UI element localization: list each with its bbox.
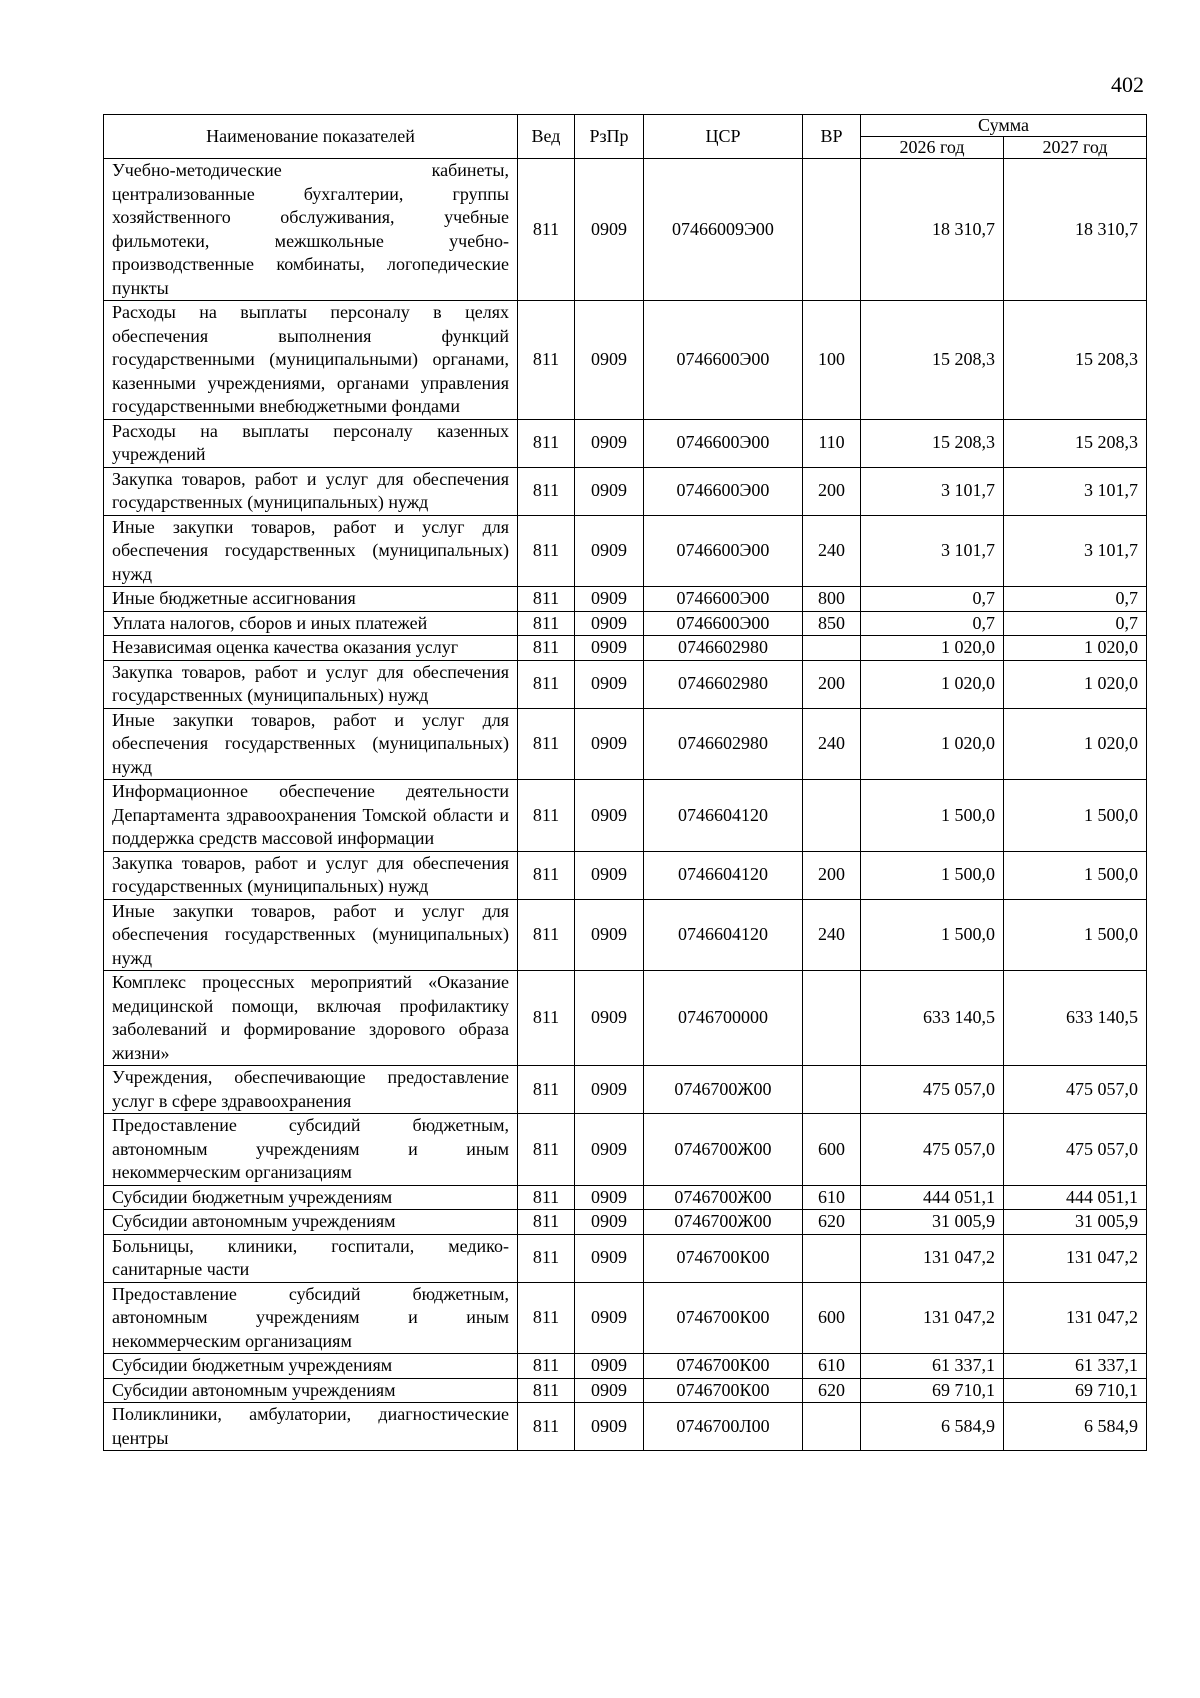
row-sum-2027: 475 057,0	[1004, 1114, 1147, 1186]
table-row	[104, 660, 1147, 708]
row-sum-2026: 61 337,1	[861, 1354, 1004, 1379]
row-sum-2026: 31 005,9	[861, 1210, 1004, 1235]
row-sum-2026: 0,7	[861, 587, 1004, 612]
row-sum-2026: 1 500,0	[861, 899, 1004, 971]
row-name: Субсидии автономным учреждениям	[104, 1378, 518, 1403]
row-ved: 811	[518, 1114, 575, 1186]
row-vr: 240	[803, 708, 861, 780]
header-name: Наименование показателей	[104, 115, 518, 159]
row-rzpr: 0909	[575, 1114, 644, 1186]
row-rzpr: 0909	[575, 515, 644, 587]
row-vr	[803, 1066, 861, 1114]
row-vr	[803, 636, 861, 661]
row-name: Иные закупки товаров, работ и услуг для обеспечения государственных (муниципальных) нужд	[104, 708, 518, 780]
row-ved: 811	[518, 971, 575, 1066]
row-sum-2026: 475 057,0	[861, 1066, 1004, 1114]
row-csr: 0746600Э00	[644, 419, 803, 467]
row-ved: 811	[518, 467, 575, 515]
table-row	[104, 971, 1147, 1066]
table-row	[104, 1114, 1147, 1186]
row-name: Поликлиники, амбулатории, диагностические центры	[104, 1403, 518, 1451]
row-csr: 0746600Э00	[644, 611, 803, 636]
row-ved: 811	[518, 159, 575, 301]
row-csr: 0746600Э00	[644, 301, 803, 420]
row-sum-2027: 69 710,1	[1004, 1378, 1147, 1403]
row-sum-2026: 15 208,3	[861, 419, 1004, 467]
row-csr: 0746604120	[644, 851, 803, 899]
row-vr: 850	[803, 611, 861, 636]
row-name: Учебно-методические кабинеты, централизованные бухгалтерии, группы хозяйственного обслуживания, учебные фильмотеки, межшкольные учебно-производственные комбинаты, логопедические пункты	[104, 159, 518, 301]
row-sum-2026: 131 047,2	[861, 1282, 1004, 1354]
row-name: Предоставление субсидий бюджетным, автономным учреждениям и иным некоммерческим организациям	[104, 1282, 518, 1354]
header-rzpr: РзПр	[575, 115, 644, 159]
table-row	[104, 419, 1147, 467]
row-sum-2026: 1 020,0	[861, 708, 1004, 780]
row-vr: 200	[803, 851, 861, 899]
table-row	[104, 467, 1147, 515]
budget-table	[103, 114, 1147, 1451]
row-sum-2027: 31 005,9	[1004, 1210, 1147, 1235]
row-csr: 0746604120	[644, 899, 803, 971]
row-name: Иные бюджетные ассигнования	[104, 587, 518, 612]
row-ved: 811	[518, 1354, 575, 1379]
row-rzpr: 0909	[575, 708, 644, 780]
row-csr: 0746700К00	[644, 1234, 803, 1282]
row-sum-2027: 1 500,0	[1004, 780, 1147, 852]
table-row	[104, 899, 1147, 971]
row-vr: 200	[803, 467, 861, 515]
row-ved: 811	[518, 419, 575, 467]
header-ved: Вед	[518, 115, 575, 159]
row-vr: 600	[803, 1114, 861, 1186]
row-vr: 620	[803, 1210, 861, 1235]
row-ved: 811	[518, 1234, 575, 1282]
row-name: Расходы на выплаты персоналу в целях обеспечения выполнения функций государственными (муниципальными) органами, казенными учреждениями, органами управления государственными внебюджетными фондами	[104, 301, 518, 420]
table-row	[104, 1210, 1147, 1235]
row-rzpr: 0909	[575, 611, 644, 636]
row-ved: 811	[518, 587, 575, 612]
row-name: Информационное обеспечение деятельности Департамента здравоохранения Томской области и поддержка средств массовой информации	[104, 780, 518, 852]
row-name: Комплекс процессных мероприятий «Оказание медицинской помощи, включая профилактику заболеваний и формирование здорового образа жизни»	[104, 971, 518, 1066]
row-rzpr: 0909	[575, 1403, 644, 1451]
row-sum-2027: 1 020,0	[1004, 708, 1147, 780]
row-sum-2026: 15 208,3	[861, 301, 1004, 420]
table-row	[104, 159, 1147, 301]
row-rzpr: 0909	[575, 1185, 644, 1210]
table-row	[104, 1234, 1147, 1282]
table-row	[104, 708, 1147, 780]
row-csr: 0746602980	[644, 708, 803, 780]
table-row	[104, 780, 1147, 852]
row-vr	[803, 1403, 861, 1451]
row-ved: 811	[518, 1210, 575, 1235]
row-rzpr: 0909	[575, 971, 644, 1066]
row-csr: 0746700Ж00	[644, 1066, 803, 1114]
row-sum-2027: 3 101,7	[1004, 515, 1147, 587]
table-row	[104, 301, 1147, 420]
row-sum-2027: 15 208,3	[1004, 301, 1147, 420]
row-vr: 240	[803, 515, 861, 587]
row-rzpr: 0909	[575, 1234, 644, 1282]
row-name: Субсидии бюджетным учреждениям	[104, 1185, 518, 1210]
row-sum-2026: 475 057,0	[861, 1114, 1004, 1186]
table-row	[104, 1282, 1147, 1354]
row-sum-2026: 3 101,7	[861, 467, 1004, 515]
row-csr: 0746700К00	[644, 1378, 803, 1403]
row-ved: 811	[518, 515, 575, 587]
header-csr: ЦСР	[644, 115, 803, 159]
row-vr: 610	[803, 1185, 861, 1210]
row-ved: 811	[518, 1282, 575, 1354]
row-vr: 240	[803, 899, 861, 971]
row-csr: 0746700Ж00	[644, 1114, 803, 1186]
row-vr	[803, 971, 861, 1066]
row-csr: 0746602980	[644, 636, 803, 661]
row-name: Больницы, клиники, госпитали, медико-санитарные части	[104, 1234, 518, 1282]
row-name: Иные закупки товаров, работ и услуг для обеспечения государственных (муниципальных) нужд	[104, 899, 518, 971]
table-row	[104, 636, 1147, 661]
table-row	[104, 611, 1147, 636]
row-sum-2027: 1 020,0	[1004, 636, 1147, 661]
row-rzpr: 0909	[575, 301, 644, 420]
row-ved: 811	[518, 708, 575, 780]
row-sum-2027: 131 047,2	[1004, 1234, 1147, 1282]
header-sum: Сумма	[861, 115, 1147, 137]
row-vr: 620	[803, 1378, 861, 1403]
row-sum-2027: 0,7	[1004, 611, 1147, 636]
row-name: Учреждения, обеспечивающие предоставление услуг в сфере здравоохранения	[104, 1066, 518, 1114]
row-sum-2026: 131 047,2	[861, 1234, 1004, 1282]
row-name: Закупка товаров, работ и услуг для обеспечения государственных (муниципальных) нужд	[104, 851, 518, 899]
row-vr	[803, 780, 861, 852]
table-row	[104, 1185, 1147, 1210]
row-sum-2027: 1 500,0	[1004, 851, 1147, 899]
row-vr: 610	[803, 1354, 861, 1379]
row-vr: 110	[803, 419, 861, 467]
row-rzpr: 0909	[575, 1282, 644, 1354]
row-rzpr: 0909	[575, 419, 644, 467]
table-row	[104, 1066, 1147, 1114]
row-name: Закупка товаров, работ и услуг для обеспечения государственных (муниципальных) нужд	[104, 660, 518, 708]
row-rzpr: 0909	[575, 587, 644, 612]
row-vr: 200	[803, 660, 861, 708]
row-ved: 811	[518, 1403, 575, 1451]
row-ved: 811	[518, 660, 575, 708]
row-vr: 600	[803, 1282, 861, 1354]
row-name: Расходы на выплаты персоналу казенных учреждений	[104, 419, 518, 467]
row-csr: 0746700К00	[644, 1354, 803, 1379]
row-sum-2026: 6 584,9	[861, 1403, 1004, 1451]
row-csr: 0746602980	[644, 660, 803, 708]
row-rzpr: 0909	[575, 1354, 644, 1379]
row-csr: 0746600Э00	[644, 515, 803, 587]
row-vr	[803, 159, 861, 301]
row-sum-2027: 444 051,1	[1004, 1185, 1147, 1210]
row-sum-2026: 69 710,1	[861, 1378, 1004, 1403]
row-sum-2027: 131 047,2	[1004, 1282, 1147, 1354]
row-csr: 0746600Э00	[644, 587, 803, 612]
row-sum-2027: 15 208,3	[1004, 419, 1147, 467]
row-csr: 0746604120	[644, 780, 803, 852]
row-vr: 800	[803, 587, 861, 612]
row-csr: 0746700000	[644, 971, 803, 1066]
row-name: Уплата налогов, сборов и иных платежей	[104, 611, 518, 636]
row-rzpr: 0909	[575, 660, 644, 708]
row-sum-2026: 1 020,0	[861, 636, 1004, 661]
row-rzpr: 0909	[575, 467, 644, 515]
row-rzpr: 0909	[575, 636, 644, 661]
row-sum-2027: 0,7	[1004, 587, 1147, 612]
row-name: Субсидии бюджетным учреждениям	[104, 1354, 518, 1379]
row-name: Закупка товаров, работ и услуг для обеспечения государственных (муниципальных) нужд	[104, 467, 518, 515]
table-row	[104, 1403, 1147, 1451]
row-name: Предоставление субсидий бюджетным, автономным учреждениям и иным некоммерческим организациям	[104, 1114, 518, 1186]
header-year-2026: 2026 год	[861, 137, 1004, 159]
row-rzpr: 0909	[575, 1210, 644, 1235]
row-rzpr: 0909	[575, 159, 644, 301]
row-ved: 811	[518, 1185, 575, 1210]
row-sum-2026: 444 051,1	[861, 1185, 1004, 1210]
row-csr: 0746600Э00	[644, 467, 803, 515]
table-row	[104, 587, 1147, 612]
table-row	[104, 1378, 1147, 1403]
row-csr: 0746700Л00	[644, 1403, 803, 1451]
row-ved: 811	[518, 1378, 575, 1403]
row-csr: 0746700Ж00	[644, 1185, 803, 1210]
row-sum-2027: 3 101,7	[1004, 467, 1147, 515]
row-rzpr: 0909	[575, 780, 644, 852]
row-sum-2027: 1 500,0	[1004, 899, 1147, 971]
header-vr: ВР	[803, 115, 861, 159]
table-row	[104, 515, 1147, 587]
row-csr: 0746700К00	[644, 1282, 803, 1354]
row-sum-2026: 18 310,7	[861, 159, 1004, 301]
row-sum-2027: 18 310,7	[1004, 159, 1147, 301]
header-year-2027: 2027 год	[1004, 137, 1147, 159]
row-sum-2027: 633 140,5	[1004, 971, 1147, 1066]
row-sum-2026: 1 500,0	[861, 780, 1004, 852]
row-sum-2027: 61 337,1	[1004, 1354, 1147, 1379]
row-rzpr: 0909	[575, 899, 644, 971]
page-number: 402	[1111, 72, 1144, 97]
row-ved: 811	[518, 301, 575, 420]
row-rzpr: 0909	[575, 851, 644, 899]
row-ved: 811	[518, 611, 575, 636]
row-rzpr: 0909	[575, 1066, 644, 1114]
row-sum-2027: 6 584,9	[1004, 1403, 1147, 1451]
table-row	[104, 1354, 1147, 1379]
row-vr: 100	[803, 301, 861, 420]
row-name: Независимая оценка качества оказания услуг	[104, 636, 518, 661]
row-sum-2026: 3 101,7	[861, 515, 1004, 587]
row-csr: 07466009Э00	[644, 159, 803, 301]
row-vr	[803, 1234, 861, 1282]
row-sum-2027: 1 020,0	[1004, 660, 1147, 708]
row-sum-2026: 633 140,5	[861, 971, 1004, 1066]
row-name: Иные закупки товаров, работ и услуг для обеспечения государственных (муниципальных) нужд	[104, 515, 518, 587]
row-csr: 0746700Ж00	[644, 1210, 803, 1235]
table-row	[104, 851, 1147, 899]
row-sum-2026: 1 020,0	[861, 660, 1004, 708]
row-sum-2026: 0,7	[861, 611, 1004, 636]
row-ved: 811	[518, 636, 575, 661]
row-sum-2027: 475 057,0	[1004, 1066, 1147, 1114]
row-ved: 811	[518, 780, 575, 852]
row-rzpr: 0909	[575, 1378, 644, 1403]
row-sum-2026: 1 500,0	[861, 851, 1004, 899]
row-name: Субсидии автономным учреждениям	[104, 1210, 518, 1235]
row-ved: 811	[518, 1066, 575, 1114]
row-ved: 811	[518, 851, 575, 899]
row-ved: 811	[518, 899, 575, 971]
